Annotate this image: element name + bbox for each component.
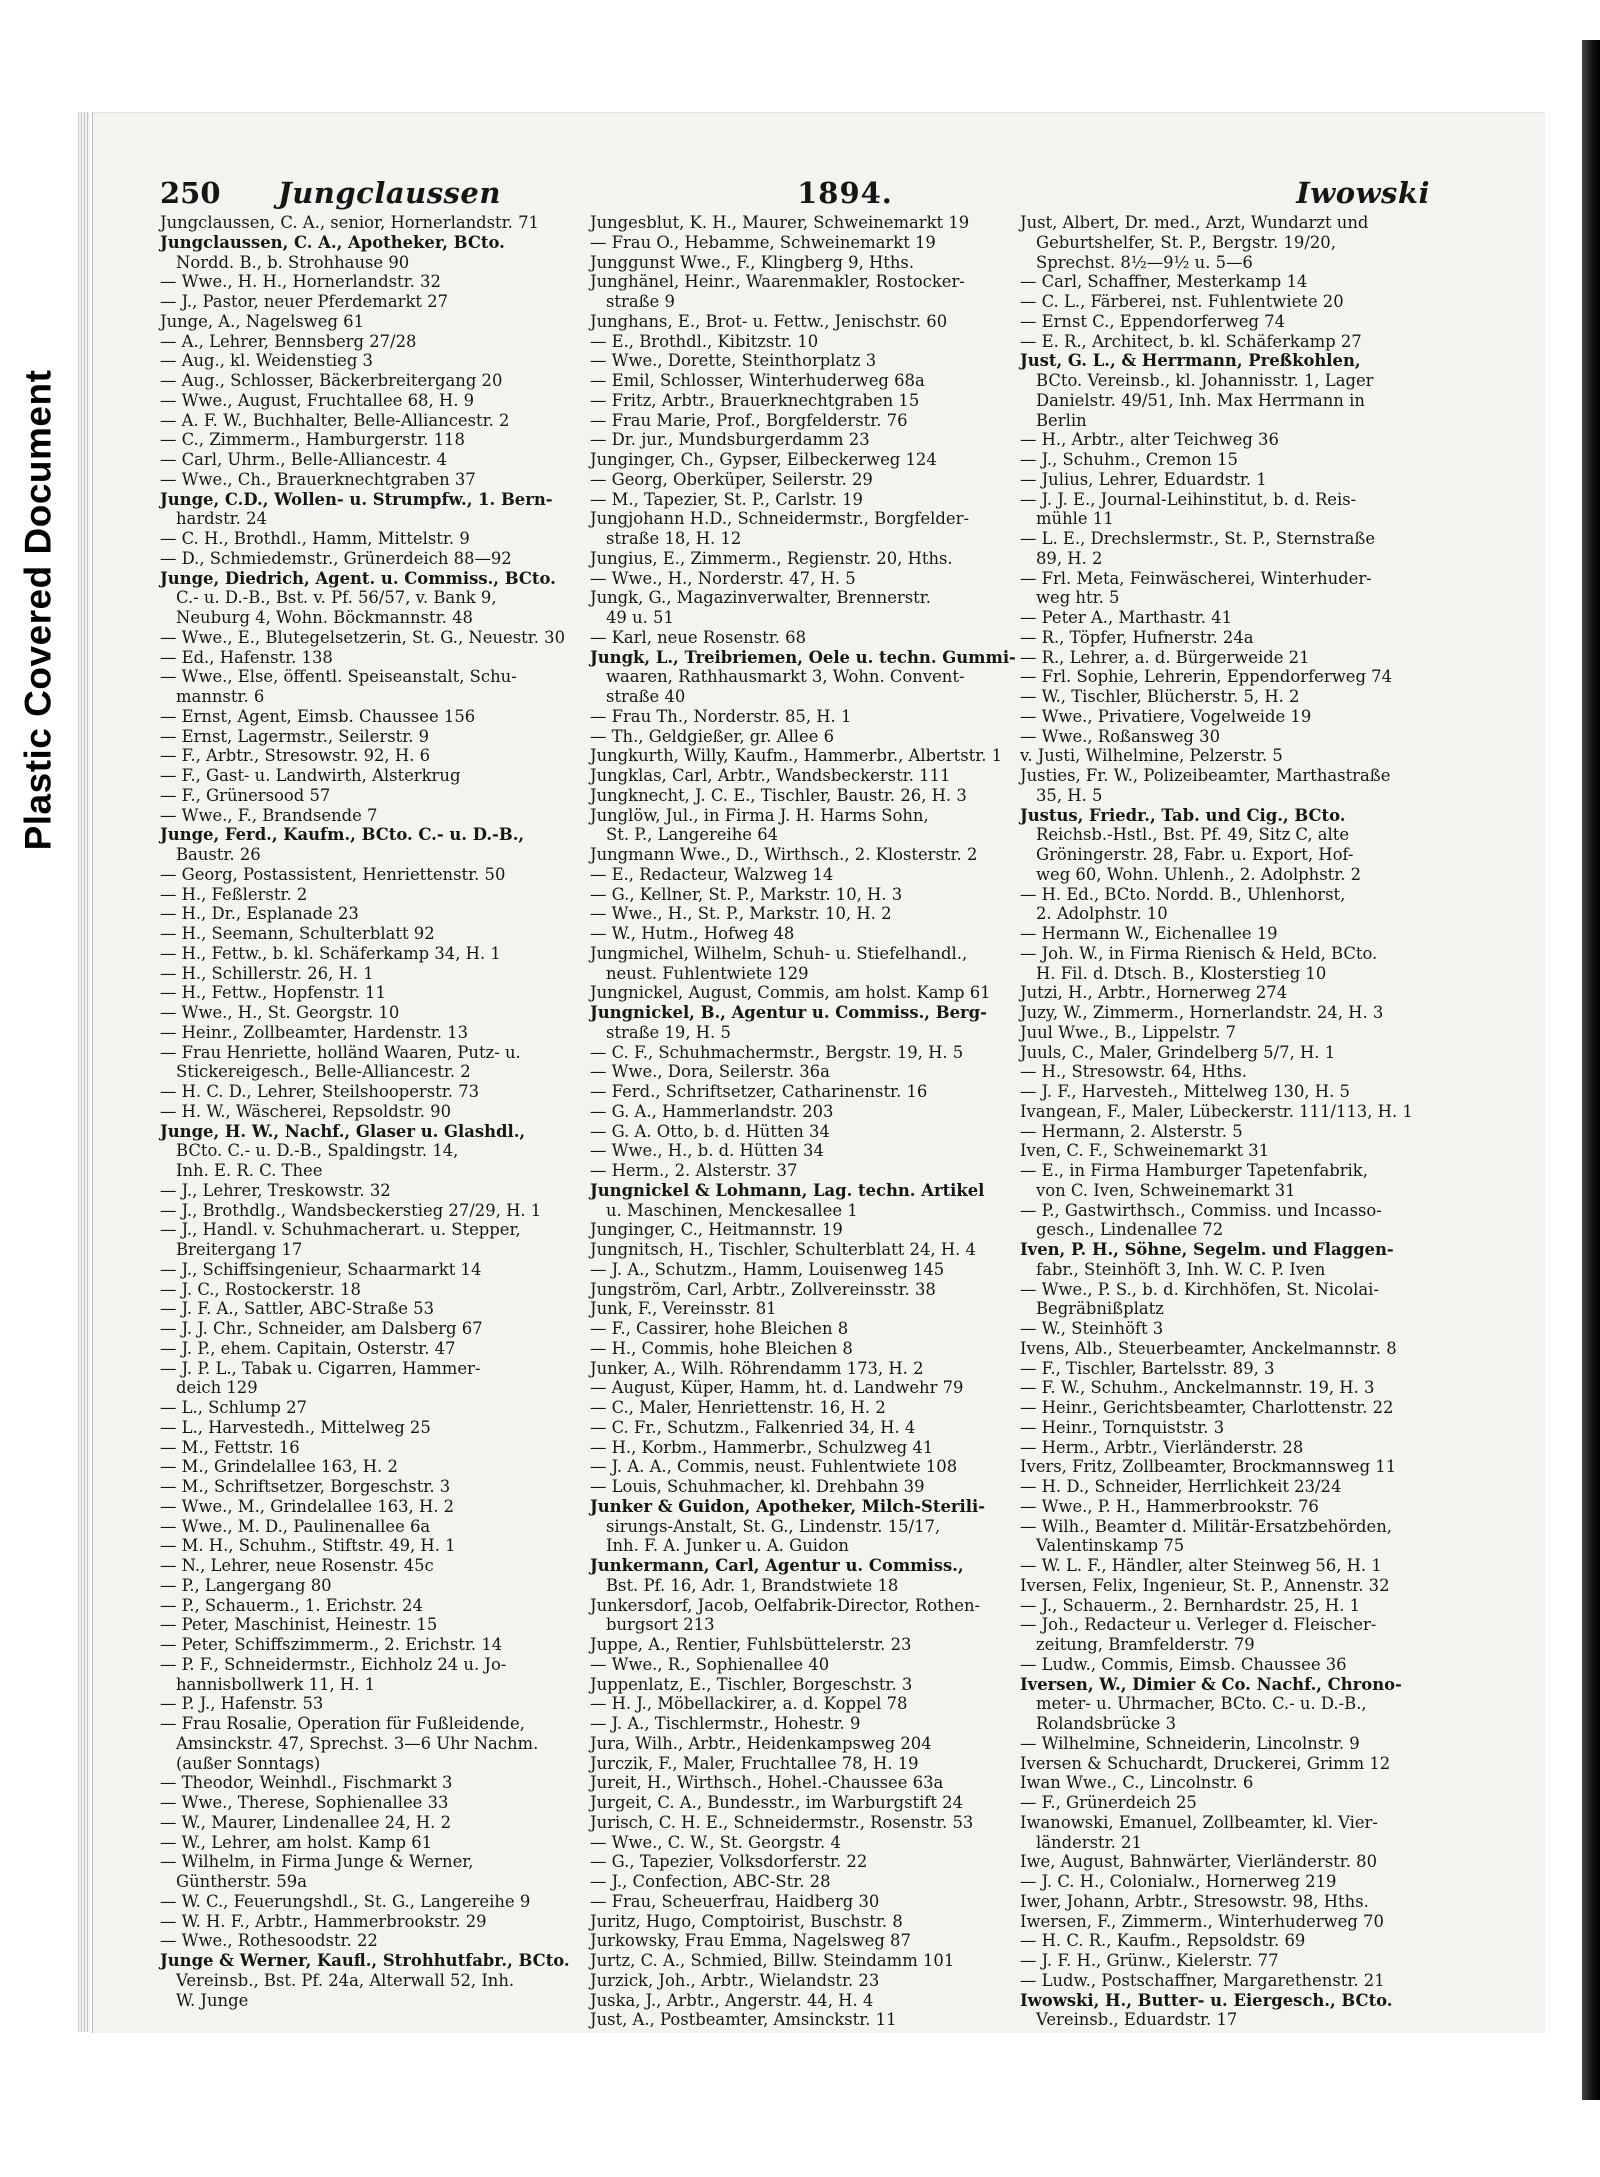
directory-line: Jura, Wilh., Arbtr., Heidenkampsweg 204: [590, 1733, 932, 1753]
directory-line: Junkermann, Carl, Agentur u. Commiss.,: [590, 1556, 964, 1575]
directory-line: — L., Harvestedh., Mittelweg 25: [160, 1417, 431, 1437]
directory-line: W. Junge: [176, 1990, 249, 2010]
directory-line: Jurzick, Joh., Arbtr., Wielandstr. 23: [590, 1970, 880, 1990]
directory-line: — J., Schiffsingenieur, Schaarmarkt 14: [160, 1259, 482, 1279]
directory-line: — Frau Th., Norderstr. 85, H. 1: [590, 706, 852, 726]
directory-line: — J., Handl. v. Schuhmacherart. u. Stepper,: [160, 1220, 521, 1240]
directory-line: — E., in Firma Hamburger Tapetenfabrik,: [1020, 1161, 1368, 1180]
directory-line: — H., Fettw., b. kl. Schäferkamp 34, H. 1: [160, 943, 501, 963]
directory-line: Junge, H. W., Nachf., Glaser u. Glashdl.,: [160, 1121, 526, 1141]
directory-line: — Georg, Oberküper, Seilerstr. 29: [590, 469, 873, 489]
directory-line: 89, H. 2: [1036, 548, 1103, 568]
directory-line: Iven, C. F., Schweinemarkt 31: [1020, 1141, 1270, 1161]
directory-line: — Wwe., H. H., Hornerlandstr. 32: [160, 272, 441, 292]
directory-line: sirungs-Anstalt, St. G., Lindenstr. 15/17,: [606, 1516, 941, 1536]
directory-line: — Wilhelmine, Schneiderin, Lincolnstr. 9: [1020, 1733, 1360, 1753]
directory-line: Iwanowski, Emanuel, Zollbeamter, kl. Vier-: [1020, 1812, 1378, 1832]
directory-line: — H. C. R., Kaufm., Repsoldstr. 69: [1020, 1931, 1306, 1951]
directory-line: Inh. F. A. Junker u. A. Guidon: [606, 1536, 849, 1556]
directory-line: — Ernst, Lagermstr., Seilerstr. 9: [160, 726, 430, 746]
directory-line: Junk, F., Vereinsstr. 81: [590, 1299, 777, 1319]
directory-line: — Frau Henriette, holländ Waaren, Putz- u.: [160, 1042, 521, 1062]
directory-line: Jungclaussen, C. A., Apotheker, BCto.: [160, 232, 505, 252]
directory-line: — W., Lehrer, am holst. Kamp 61: [160, 1832, 433, 1852]
directory-line: — J., Schuhm., Cremon 15: [1020, 450, 1238, 469]
directory-line: Junkersdorf, Jacob, Oelfabrik-Director, Rothen-: [590, 1595, 981, 1615]
directory-line: Jungius, E., Zimmerm., Regienstr. 20, Hths.: [590, 548, 953, 568]
directory-line: — Louis, Schuhmacher, kl. Drehbahn 39: [590, 1477, 925, 1496]
directory-line: — Carl, Schaffner, Mesterkamp 14: [1020, 272, 1308, 292]
directory-line: — F., Grünersood 57: [160, 785, 331, 805]
directory-line: — D., Schmiedemstr., Grünerdeich 88—92: [160, 548, 512, 568]
directory-line: Iwersen, F., Zimmerm., Winterhuderweg 70: [1020, 1911, 1384, 1931]
directory-line: Ivangean, F., Maler, Lübeckerstr. 111/113, H. 1: [1020, 1101, 1413, 1121]
directory-line: — J., Brothdlg., Wandsbeckerstieg 27/29, H. 1: [160, 1200, 542, 1220]
directory-line: Just, G. L., & Herrmann, Preßkohlen,: [1020, 351, 1361, 371]
directory-line: — F., Arbtr., Stresowstr. 92, H. 6: [160, 746, 430, 766]
directory-line: zeitung, Bramfelderstr. 79: [1036, 1635, 1255, 1654]
directory-line: — C. L., Färberei, nst. Fuhlentwiete 20: [1020, 292, 1344, 311]
directory-line: Jungnickel, B., Agentur u. Commiss., Berg-: [590, 1003, 987, 1022]
side-label: [8, 330, 68, 890]
directory-line: — J. A., Schutzm., Hamm, Louisenweg 145: [590, 1259, 945, 1279]
directory-line: St. P., Langereihe 64: [606, 825, 779, 845]
directory-line: Stickereigesch., Belle-Alliancestr. 2: [176, 1062, 471, 1082]
directory-line: — P., Schauerm., 1. Erichstr. 24: [160, 1595, 423, 1615]
directory-line: — Peter, Schiffszimmerm., 2. Erichstr. 14: [160, 1635, 503, 1654]
directory-line: meter- u. Uhrmacher, BCto. C.- u. D.-B.,: [1036, 1694, 1367, 1714]
directory-line: — Hermann, 2. Alsterstr. 5: [1020, 1121, 1243, 1141]
column-left: [160, 213, 580, 2010]
directory-line: — Wwe., P. S., b. d. Kirchhöfen, St. Nicolai-: [1020, 1279, 1379, 1299]
directory-line: — H., Arbtr., alter Teichweg 36: [1020, 430, 1279, 450]
directory-line: — P. J., Hafenstr. 53: [160, 1694, 324, 1714]
directory-line: Junglöw, Jul., in Firma J. H. Harms Sohn,: [590, 805, 929, 825]
directory-line: — Wwe., R., Sophienallee 40: [590, 1654, 830, 1674]
directory-line: burgsort 213: [606, 1615, 715, 1635]
directory-line: — Georg, Postassistent, Henriettenstr. 50: [160, 864, 506, 884]
directory-line: Jungnickel & Lohmann, Lag. techn. Artikel: [590, 1180, 985, 1200]
directory-line: straße 19, H. 5: [606, 1022, 731, 1042]
directory-line: — E., Brothdl., Kibitzstr. 10: [590, 331, 819, 351]
directory-line: Iversen & Schuchardt, Druckerei, Grimm 12: [1020, 1753, 1391, 1773]
directory-line: — P. F., Schneidermstr., Eichholz 24 u. Jo-: [160, 1654, 507, 1674]
directory-line: — J. F. H., Grünw., Kielerstr. 77: [1020, 1951, 1279, 1970]
directory-line: — Wwe., Therese, Sophienallee 33: [160, 1793, 449, 1812]
directory-line: — H., Dr., Esplanade 23: [160, 904, 359, 924]
directory-line: Jutzi, H., Arbtr., Hornerweg 274: [1020, 983, 1288, 1003]
side-label-text: Plastic Covered Document: [17, 369, 58, 851]
directory-line: — G., Kellner, St. P., Markstr. 10, H. 3: [590, 884, 903, 904]
directory-line: — F., Gast- u. Landwirth, Alsterkrug: [160, 766, 461, 785]
directory-line: — Frau O., Hebamme, Schweinemarkt 19: [590, 232, 936, 252]
directory-line: Berlin: [1036, 410, 1087, 430]
directory-line: — G., Tapezier, Volksdorferstr. 22: [590, 1852, 868, 1872]
directory-line: — W. H. F., Arbtr., Hammerbrookstr. 29: [160, 1911, 487, 1931]
directory-line: Danielstr. 49/51, Inh. Max Herrmann in: [1036, 390, 1365, 410]
directory-line: weg 60, Wohn. Uhlenh., 2. Adolphstr. 2: [1036, 864, 1362, 884]
directory-line: Just, Albert, Dr. med., Arzt, Wundarzt und: [1020, 213, 1369, 232]
directory-line: 2. Adolphstr. 10: [1036, 904, 1168, 924]
directory-line: Junggunst Wwe., F., Klingberg 9, Hths.: [590, 252, 915, 272]
directory-line: Jungström, Carl, Arbtr., Zollvereinsstr. 38: [590, 1279, 936, 1299]
directory-line: Justus, Friedr., Tab. und Cig., BCto.: [1020, 805, 1346, 825]
directory-line: — Wwe., H., St. P., Markstr. 10, H. 2: [590, 904, 892, 924]
directory-line: — Emil, Schlosser, Winterhuderweg 68a: [590, 371, 925, 390]
directory-line: Jungkurth, Willy, Kaufm., Hammerbr., Albertstr. 1: [590, 746, 1003, 766]
directory-line: Jungesblut, K. H., Maurer, Schweinemarkt 19: [590, 213, 970, 232]
directory-line: — Wwe., Privatiere, Vogelweide 19: [1020, 706, 1312, 726]
directory-line: Jurtz, C. A., Schmied, Billw. Steindamm 101: [590, 1951, 955, 1970]
directory-line: — C. H., Brothdl., Hamm, Mittelstr. 9: [160, 529, 470, 548]
directory-line: — Heinr., Tornquiststr. 3: [1020, 1417, 1225, 1437]
directory-line: Rolandsbrücke 3: [1036, 1714, 1177, 1733]
directory-line: — W., Tischler, Blücherstr. 5, H. 2: [1020, 687, 1300, 706]
directory-line: — Carl, Uhrm., Belle-Alliancestr. 4: [160, 450, 447, 469]
directory-line: — M. H., Schuhm., Stiftstr. 49, H. 1: [160, 1536, 456, 1556]
directory-line: — Ferd., Schriftsetzer, Catharinenstr. 16: [590, 1082, 928, 1101]
directory-line: — Frl. Sophie, Lehrerin, Eppendorferweg 74: [1020, 667, 1392, 687]
directory-line: Juul Wwe., B., Lippelstr. 7: [1020, 1022, 1236, 1042]
directory-line: 49 u. 51: [606, 608, 674, 627]
directory-line: Juritz, Hugo, Comptoirist, Buschstr. 8: [590, 1911, 903, 1931]
directory-line: — H. J., Möbellackirer, a. d. Koppel 78: [590, 1694, 908, 1714]
directory-line: — J. A. A., Commis, neust. Fuhlentwiete 108: [590, 1457, 958, 1477]
directory-line: — R., Töpfer, Hufnerstr. 24a: [1020, 627, 1254, 647]
directory-line: — Wwe., Rothesoodstr. 22: [160, 1931, 378, 1951]
directory-line: — A. F. W., Buchhalter, Belle-Alliancestr. 2: [160, 410, 510, 430]
directory-line: — Frau, Scheuerfrau, Haidberg 30: [590, 1891, 880, 1911]
directory-line: von C. Iven, Schweinemarkt 31: [1036, 1180, 1296, 1200]
directory-line: Jungclaussen, C. A., senior, Hornerlandstr. 71: [160, 213, 539, 232]
directory-line: Jungmichel, Wilhelm, Schuh- u. Stiefelhandl.,: [590, 943, 968, 963]
directory-line: Jungk, L., Treibriemen, Oele u. techn. Gummi-: [590, 647, 1016, 667]
directory-line: Juzy, W., Zimmerm., Hornerlandstr. 24, H. 3: [1020, 1003, 1384, 1022]
directory-line: — J., Confection, ABC-Str. 28: [590, 1872, 831, 1891]
directory-line: — Wwe., M. D., Paulinenallee 6a: [160, 1516, 431, 1536]
directory-line: Just, A., Postbeamter, Amsinckstr. 11: [590, 2010, 897, 2030]
directory-line: Juppenlatz, E., Tischler, Borgeschstr. 3: [590, 1674, 913, 1694]
directory-line: Jungknecht, J. C. E., Tischler, Baustr. 26, H. 3: [590, 785, 967, 805]
directory-line: — Theodor, Weinhdl., Fischmarkt 3: [160, 1773, 453, 1793]
directory-line: — M., Fettstr. 16: [160, 1437, 300, 1457]
directory-line: — W., Steinhöft 3: [1020, 1319, 1164, 1338]
directory-line: — Aug., kl. Weidenstieg 3: [160, 351, 373, 371]
directory-line: Justies, Fr. W., Polizeibeamter, Marthastraße: [1020, 766, 1391, 785]
directory-line: Amsinckstr. 47, Sprechst. 3—6 Uhr Nachm.: [176, 1733, 539, 1753]
directory-line: Junghänel, Heinr., Waarenmakler, Rostocker-: [590, 272, 965, 292]
directory-line: Juuls, C., Maler, Grindelberg 5/7, H. 1: [1020, 1042, 1336, 1062]
directory-line: Ivers, Fritz, Zollbeamter, Brockmannsweg 11: [1020, 1457, 1397, 1477]
directory-line: Jurkowsky, Frau Emma, Nagelsweg 87: [590, 1931, 911, 1951]
directory-line: — J., Schauerm., 2. Bernhardstr. 25, H. 1: [1020, 1595, 1361, 1615]
directory-line: — Ludw., Commis, Eimsb. Chaussee 36: [1020, 1654, 1347, 1674]
directory-line: — F., Grünerdeich 25: [1020, 1793, 1197, 1812]
book-edge: [78, 112, 90, 2032]
directory-line: Breitergang 17: [176, 1240, 303, 1259]
directory-line: — Frau Marie, Prof., Borgfelderstr. 76: [590, 410, 908, 430]
directory-line: — Wwe., Ch., Brauerknechtgraben 37: [160, 469, 476, 489]
directory-line: neust. Fuhlentwiete 129: [606, 963, 809, 983]
directory-line: Junginger, C., Heitmannstr. 19: [590, 1220, 843, 1240]
directory-line: — Fritz, Arbtr., Brauerknechtgraben 15: [590, 390, 920, 410]
directory-line: Iwe, August, Bahnwärter, Vierländerstr. 80: [1020, 1852, 1378, 1872]
directory-line: — J. P., ehem. Capitain, Osterstr. 47: [160, 1338, 456, 1358]
directory-line: — Julius, Lehrer, Eduardstr. 1: [1020, 469, 1267, 489]
directory-line: Bst. Pf. 16, Adr. 1, Brandstwiete 18: [606, 1575, 899, 1595]
directory-line: Reichsb.-Hstl., Bst. Pf. 49, Sitz C, alte: [1036, 825, 1350, 845]
directory-line: — J. C., Rostockerstr. 18: [160, 1279, 361, 1299]
directory-line: Vereinsb., Eduardstr. 17: [1036, 2010, 1238, 2030]
page-number: 250: [160, 176, 221, 210]
directory-line: Junker & Guidon, Apotheker, Milch-Sterili-: [590, 1496, 985, 1516]
directory-line: — E., Redacteur, Walzweg 14: [590, 864, 834, 884]
directory-line: — W. C., Feuerungshdl., St. G., Langereihe 9: [160, 1891, 531, 1911]
directory-line: Jungjohann H.D., Schneidermstr., Borgfelder-: [590, 509, 969, 529]
directory-line: Junker, A., Wilh. Röhrendamm 173, H. 2: [590, 1358, 924, 1378]
directory-line: — J. A., Tischlermstr., Hohestr. 9: [590, 1714, 861, 1733]
directory-line: hannisbollwerk 11, H. 1: [176, 1674, 376, 1694]
directory-line: — Wilhelm, in Firma Junge & Werner,: [160, 1852, 474, 1872]
directory-line: — M., Tapezier, St. P., Carlstr. 19: [590, 489, 863, 509]
directory-line: — H., Stresowstr. 64, Hths.: [1020, 1062, 1247, 1082]
directory-line: — H., Feßlerstr. 2: [160, 884, 308, 904]
directory-line: Junghans, E., Brot- u. Fettw., Jenischstr. 60: [590, 311, 948, 331]
directory-line: Iversen, W., Dimier & Co. Nachf., Chrono-: [1020, 1674, 1402, 1694]
directory-line: — J. F. A., Sattler, ABC-Straße 53: [160, 1299, 434, 1319]
directory-line: deich 129: [176, 1378, 258, 1398]
directory-line: Jureit, H., Wirthsch., Hohel.-Chaussee 63a: [590, 1773, 944, 1793]
directory-line: mühle 11: [1036, 509, 1114, 529]
directory-line: — Wwe., P. H., Hammerbrookstr. 76: [1020, 1496, 1319, 1516]
directory-line: Güntherstr. 59a: [176, 1872, 307, 1891]
directory-line: — Peter, Maschinist, Heinestr. 15: [160, 1615, 438, 1635]
directory-line: — J. J. Chr., Schneider, am Dalsberg 67: [160, 1319, 483, 1338]
directory-line: — Heinr., Gerichtsbeamter, Charlottenstr. 22: [1020, 1398, 1394, 1417]
directory-line: — Frau Rosalie, Operation für Fußleidende,: [160, 1714, 525, 1733]
directory-line: — A., Lehrer, Bennsberg 27/28: [160, 331, 417, 351]
directory-line: 35, H. 5: [1036, 785, 1103, 805]
right-page-edge: [1582, 40, 1600, 2100]
directory-line: — Wwe., Roßansweg 30: [1020, 726, 1220, 746]
directory-line: — H., Seemann, Schulterblatt 92: [160, 924, 435, 943]
directory-line: Junge & Werner, Kaufl., Strohhutfabr., BCto.: [160, 1951, 570, 1970]
directory-line: — Aug., Schlosser, Bäckerbreitergang 20: [160, 371, 503, 390]
directory-line: mannstr. 6: [176, 687, 265, 706]
year: 1894.: [797, 176, 893, 210]
directory-line: Junge, Ferd., Kaufm., BCto. C.- u. D.-B.,: [160, 825, 525, 845]
directory-line: — L., Schlump 27: [160, 1398, 307, 1417]
directory-line: Juska, J., Arbtr., Angerstr. 44, H. 4: [590, 1990, 874, 2010]
directory-line: u. Maschinen, Menckesallee 1: [606, 1200, 858, 1220]
directory-line: — Joh. W., in Firma Rienisch & Held, BCto.: [1020, 943, 1378, 963]
directory-line: — H., Fettw., Hopfenstr. 11: [160, 983, 386, 1003]
directory-line: — H., Commis, hohe Bleichen 8: [590, 1338, 853, 1358]
directory-line: Vereinsb., Bst. Pf. 24a, Alterwall 52, Inh.: [176, 1970, 515, 1990]
directory-line: — Wwe., August, Fruchtallee 68, H. 9: [160, 390, 475, 410]
directory-line: (außer Sonntags): [176, 1753, 321, 1773]
directory-line: — Ed., Hafenstr. 138: [160, 647, 333, 667]
directory-line: hardstr. 24: [176, 509, 267, 529]
directory-line: Jurgeit, C. A., Bundesstr., im Warburgstift 24: [590, 1793, 964, 1812]
directory-line: — H. W., Wäscherei, Repsoldstr. 90: [160, 1101, 452, 1121]
directory-line: Jungklas, Carl, Arbtr., Wandsbeckerstr. 111: [590, 766, 951, 785]
directory-line: — J. P. L., Tabak u. Cigarren, Hammer-: [160, 1358, 481, 1378]
directory-line: — Wwe., M., Grindelallee 163, H. 2: [160, 1496, 455, 1516]
directory-line: Junge, A., Nagelsweg 61: [160, 311, 365, 331]
directory-line: — C., Zimmerm., Hamburgerstr. 118: [160, 430, 465, 450]
directory-line: — J., Lehrer, Treskowstr. 32: [160, 1180, 391, 1200]
directory-line: — Ernst, Agent, Eimsb. Chaussee 156: [160, 706, 476, 726]
directory-line: v. Justi, Wilhelmine, Pelzerstr. 5: [1020, 746, 1283, 766]
directory-line: Ivens, Alb., Steuerbeamter, Anckelmannstr. 8: [1020, 1338, 1397, 1358]
directory-line: C.- u. D.-B., Bst. v. Pf. 56/57, v. Bank 9,: [176, 588, 497, 608]
directory-line: Junginger, Ch., Gypser, Eilbeckerweg 124: [590, 450, 937, 469]
directory-line: — G. A. Otto, b. d. Hütten 34: [590, 1121, 830, 1141]
directory-line: — H. D., Schneider, Herrlichkeit 23/24: [1020, 1477, 1342, 1496]
directory-line: — H., Korbm., Hammerbr., Schulzweg 41: [590, 1437, 934, 1457]
directory-line: Junge, Diedrich, Agent. u. Commiss., BCto.: [160, 568, 556, 588]
directory-line: Iwowski, H., Butter- u. Eiergesch., BCto.: [1020, 1990, 1393, 2010]
directory-line: Iwan Wwe., C., Lincolnstr. 6: [1020, 1773, 1254, 1793]
directory-line: — Heinr., Zollbeamter, Hardenstr. 13: [160, 1022, 469, 1042]
directory-line: BCto. Vereinsb., kl. Johannisstr. 1, Lager: [1036, 371, 1374, 390]
directory-line: Nordd. B., b. Strohhause 90: [176, 252, 410, 272]
right-headword: Iwowski: [1296, 176, 1430, 210]
directory-line: — Wilh., Beamter d. Militär-Ersatzbehörden,: [1020, 1516, 1392, 1536]
directory-line: — E. R., Architect, b. kl. Schäferkamp 27: [1020, 331, 1362, 351]
directory-line: H. Fil. d. Dtsch. B., Klosterstieg 10: [1036, 963, 1327, 983]
directory-line: — W., Hutm., Hofweg 48: [590, 924, 795, 943]
directory-line: Baustr. 26: [176, 845, 261, 864]
directory-line: — H. C. D., Lehrer, Steilshooperstr. 73: [160, 1082, 480, 1101]
directory-line: — W. L. F., Händler, alter Steinweg 56, H. 1: [1020, 1556, 1382, 1575]
directory-line: Iven, P. H., Söhne, Segelm. und Flaggen-: [1020, 1240, 1394, 1259]
directory-line: — Th., Geldgießer, gr. Allee 6: [590, 726, 835, 746]
directory-line: — J., Pastor, neuer Pferdemarkt 27: [160, 292, 449, 311]
directory-line: — Wwe., E., Blutegelsetzerin, St. G., Neuestr. 30: [160, 627, 566, 647]
directory-line: — August, Küper, Hamm, ht. d. Landwehr 79: [590, 1378, 964, 1398]
directory-line: Jurczik, F., Maler, Fruchtallee 78, H. 19: [590, 1753, 919, 1773]
directory-line: länderstr. 21: [1036, 1832, 1142, 1852]
directory-line: — F., Cassirer, hohe Bleichen 8: [590, 1319, 849, 1338]
directory-line: — P., Gastwirthsch., Commiss. und Incasso-: [1020, 1200, 1382, 1220]
directory-line: — F. W., Schuhm., Anckelmannstr. 19, H. 3: [1020, 1378, 1375, 1398]
directory-line: Jungnickel, August, Commis, am holst. Kamp 61: [590, 983, 991, 1003]
directory-line: — Wwe., H., St. Georgstr. 10: [160, 1003, 400, 1022]
directory-line: Begräbnißplatz: [1036, 1299, 1164, 1319]
directory-line: — Hermann W., Eichenallee 19: [1020, 924, 1278, 943]
directory-line: — Herm., 2. Alsterstr. 37: [590, 1161, 798, 1180]
directory-line: Juppe, A., Rentier, Fuhlsbüttelerstr. 23: [590, 1635, 912, 1654]
directory-line: — L. E., Drechslermstr., St. P., Sternstraße: [1020, 529, 1376, 548]
directory-line: — W., Maurer, Lindenallee 24, H. 2: [160, 1812, 452, 1832]
directory-line: — J. J. E., Journal-Leihinstitut, b. d. Reis-: [1020, 489, 1357, 509]
directory-line: — G. A., Hammerlandstr. 203: [590, 1101, 834, 1121]
directory-line: — P., Langergang 80: [160, 1575, 332, 1595]
directory-line: BCto. C.- u. D.-B., Spaldingstr. 14,: [176, 1141, 459, 1161]
directory-line: — C. Fr., Schutzm., Falkenried 34, H. 4: [590, 1417, 916, 1437]
directory-line: gesch., Lindenallee 72: [1036, 1220, 1224, 1240]
directory-line: weg htr. 5: [1036, 588, 1120, 608]
directory-line: straße 9: [606, 292, 675, 311]
directory-line: Gröningerstr. 28, Fabr. u. Export, Hof-: [1036, 845, 1354, 864]
directory-line: waaren, Rathhausmarkt 3, Wohn. Convent-: [606, 667, 965, 687]
column-right: [1020, 213, 1440, 2030]
directory-line: — Ludw., Postschaffner, Margarethenstr. 21: [1020, 1970, 1385, 1990]
directory-line: — H. Ed., BCto. Nordd. B., Uhlenhorst,: [1020, 884, 1346, 904]
directory-line: Valentinskamp 75: [1036, 1536, 1185, 1556]
directory-line: Iversen, Felix, Ingenieur, St. P., Annenstr. 32: [1020, 1575, 1390, 1595]
directory-line: — M., Schriftsetzer, Borgeschstr. 3: [160, 1477, 451, 1496]
directory-line: Junge, C.D., Wollen- u. Strumpfw., 1. Bern-: [160, 489, 553, 509]
directory-line: Jurisch, C. H. E., Schneidermstr., Rosenstr. 53: [590, 1812, 974, 1832]
directory-line: — Karl, neue Rosenstr. 68: [590, 627, 807, 647]
directory-line: Inh. E. R. C. Thee: [176, 1161, 323, 1180]
directory-line: Sprechst. 8½—9½ u. 5—6: [1036, 252, 1253, 272]
directory-line: Geburtshelfer, St. P., Bergstr. 19/20,: [1036, 232, 1336, 252]
left-headword: Jungclaussen: [278, 176, 501, 210]
directory-line: straße 18, H. 12: [606, 529, 742, 548]
directory-line: — Wwe., F., Brandsende 7: [160, 805, 378, 825]
directory-line: — C. F., Schuhmachermstr., Bergstr. 19, H. 5: [590, 1042, 964, 1062]
column-middle: [590, 213, 1016, 2030]
directory-line: Jungmann Wwe., D., Wirthsch., 2. Klosterstr. 2: [590, 845, 978, 864]
directory-line: straße 40: [606, 687, 686, 706]
directory-line: fabr., Steinhöft 3, Inh. W. C. P. Iven: [1036, 1259, 1326, 1279]
directory-line: — Wwe., H., Norderstr. 47, H. 5: [590, 568, 856, 588]
directory-line: — F., Tischler, Bartelsstr. 89, 3: [1020, 1358, 1275, 1378]
directory-line: — Ernst C., Eppendorferweg 74: [1020, 311, 1286, 331]
directory-line: — H., Schillerstr. 26, H. 1: [160, 963, 374, 983]
directory-line: — M., Grindelallee 163, H. 2: [160, 1457, 398, 1477]
directory-line: Neuburg 4, Wohn. Böckmannstr. 48: [176, 608, 473, 627]
directory-line: Jungk, G., Magazinverwalter, Brennerstr.: [590, 588, 931, 608]
directory-line: — R., Lehrer, a. d. Bürgerweide 21: [1020, 647, 1310, 667]
directory-line: Iwer, Johann, Arbtr., Stresowstr. 98, Hths.: [1020, 1891, 1369, 1911]
directory-line: — Wwe., C. W., St. Georgstr. 4: [590, 1832, 841, 1852]
directory-line: — Wwe., Else, öffentl. Speiseanstalt, Schu-: [160, 667, 517, 687]
directory-line: — Wwe., Dorette, Steinthorplatz 3: [590, 351, 877, 371]
directory-line: — Peter A., Marthastr. 41: [1020, 608, 1233, 627]
directory-line: — Herm., Arbtr., Vierländerstr. 28: [1020, 1437, 1304, 1457]
directory-line: — Joh., Redacteur u. Verleger d. Fleischer-: [1020, 1615, 1377, 1635]
directory-line: — Wwe., H., b. d. Hütten 34: [590, 1141, 824, 1161]
directory-line: — Dr. jur., Mundsburgerdamm 23: [590, 430, 870, 450]
directory-line: — J. C. H., Colonialw., Hornerweg 219: [1020, 1872, 1337, 1891]
directory-line: — C., Maler, Henriettenstr. 16, H. 2: [590, 1398, 886, 1417]
directory-line: — N., Lehrer, neue Rosenstr. 45c: [160, 1556, 434, 1575]
directory-line: — Wwe., Dora, Seilerstr. 36a: [590, 1062, 830, 1082]
directory-line: — Frl. Meta, Feinwäscherei, Winterhuder-: [1020, 568, 1372, 588]
directory-line: — J. F., Harvesteh., Mittelweg 130, H. 5: [1020, 1082, 1350, 1101]
directory-line: Jungnitsch, H., Tischler, Schulterblatt 24, H. 4: [590, 1240, 976, 1259]
